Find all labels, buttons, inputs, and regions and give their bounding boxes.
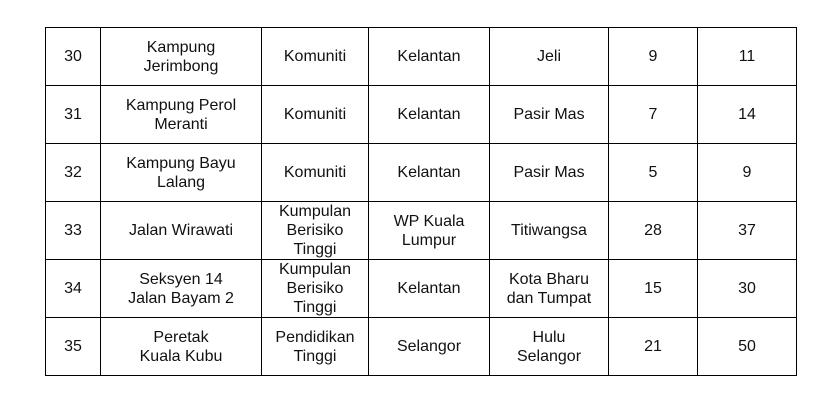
row-number-cell: 33 xyxy=(46,202,101,260)
state-cell: Kelantan xyxy=(369,28,490,86)
row-number-cell: 30 xyxy=(46,28,101,86)
table-row xyxy=(46,86,797,144)
locality-cell: Kampung Bayu Lalang xyxy=(101,144,262,202)
category-cell: Komuniti xyxy=(262,28,369,86)
district-cell: Kota Bharu dan Tumpat xyxy=(490,260,609,318)
locality-cell: Kampung Perol Meranti xyxy=(101,86,262,144)
locality-cell: Jalan Wirawati xyxy=(101,202,262,260)
locality-cell: Peretak Kuala Kubu xyxy=(101,318,262,376)
state-cell: WP Kuala Lumpur xyxy=(369,202,490,260)
district-cell: Pasir Mas xyxy=(490,86,609,144)
state-cell: Kelantan xyxy=(369,86,490,144)
state-cell: Kelantan xyxy=(369,260,490,318)
locality-cell: Seksyen 14 Jalan Bayam 2 xyxy=(101,260,262,318)
count-cell-b: 11 xyxy=(698,28,797,86)
count-cell-a: 7 xyxy=(609,86,698,144)
count-cell-a: 28 xyxy=(609,202,698,260)
count-cell-a: 15 xyxy=(609,260,698,318)
count-cell-b: 50 xyxy=(698,318,797,376)
state-cell: Selangor xyxy=(369,318,490,376)
table-row xyxy=(46,202,797,260)
count-cell-b: 9 xyxy=(698,144,797,202)
table-row xyxy=(46,318,797,376)
district-cell: Pasir Mas xyxy=(490,144,609,202)
row-number-cell: 34 xyxy=(46,260,101,318)
count-cell-b: 37 xyxy=(698,202,797,260)
category-cell: Kumpulan Berisiko Tinggi xyxy=(262,260,369,318)
count-cell-a: 21 xyxy=(609,318,698,376)
count-cell-a: 9 xyxy=(609,28,698,86)
locality-cell: Kampung Jerimbong xyxy=(101,28,262,86)
count-cell-a: 5 xyxy=(609,144,698,202)
table-row xyxy=(46,144,797,202)
cluster-table xyxy=(45,27,797,376)
table-row xyxy=(46,28,797,86)
district-cell: Jeli xyxy=(490,28,609,86)
table-row xyxy=(46,260,797,318)
row-number-cell: 32 xyxy=(46,144,101,202)
category-cell: Komuniti xyxy=(262,144,369,202)
state-cell: Kelantan xyxy=(369,144,490,202)
district-cell: Hulu Selangor xyxy=(490,318,609,376)
category-cell: Komuniti xyxy=(262,86,369,144)
district-cell: Titiwangsa xyxy=(490,202,609,260)
count-cell-b: 30 xyxy=(698,260,797,318)
category-cell: Kumpulan Berisiko Tinggi xyxy=(262,202,369,260)
category-cell: Pendidikan Tinggi xyxy=(262,318,369,376)
row-number-cell: 31 xyxy=(46,86,101,144)
row-number-cell: 35 xyxy=(46,318,101,376)
count-cell-b: 14 xyxy=(698,86,797,144)
